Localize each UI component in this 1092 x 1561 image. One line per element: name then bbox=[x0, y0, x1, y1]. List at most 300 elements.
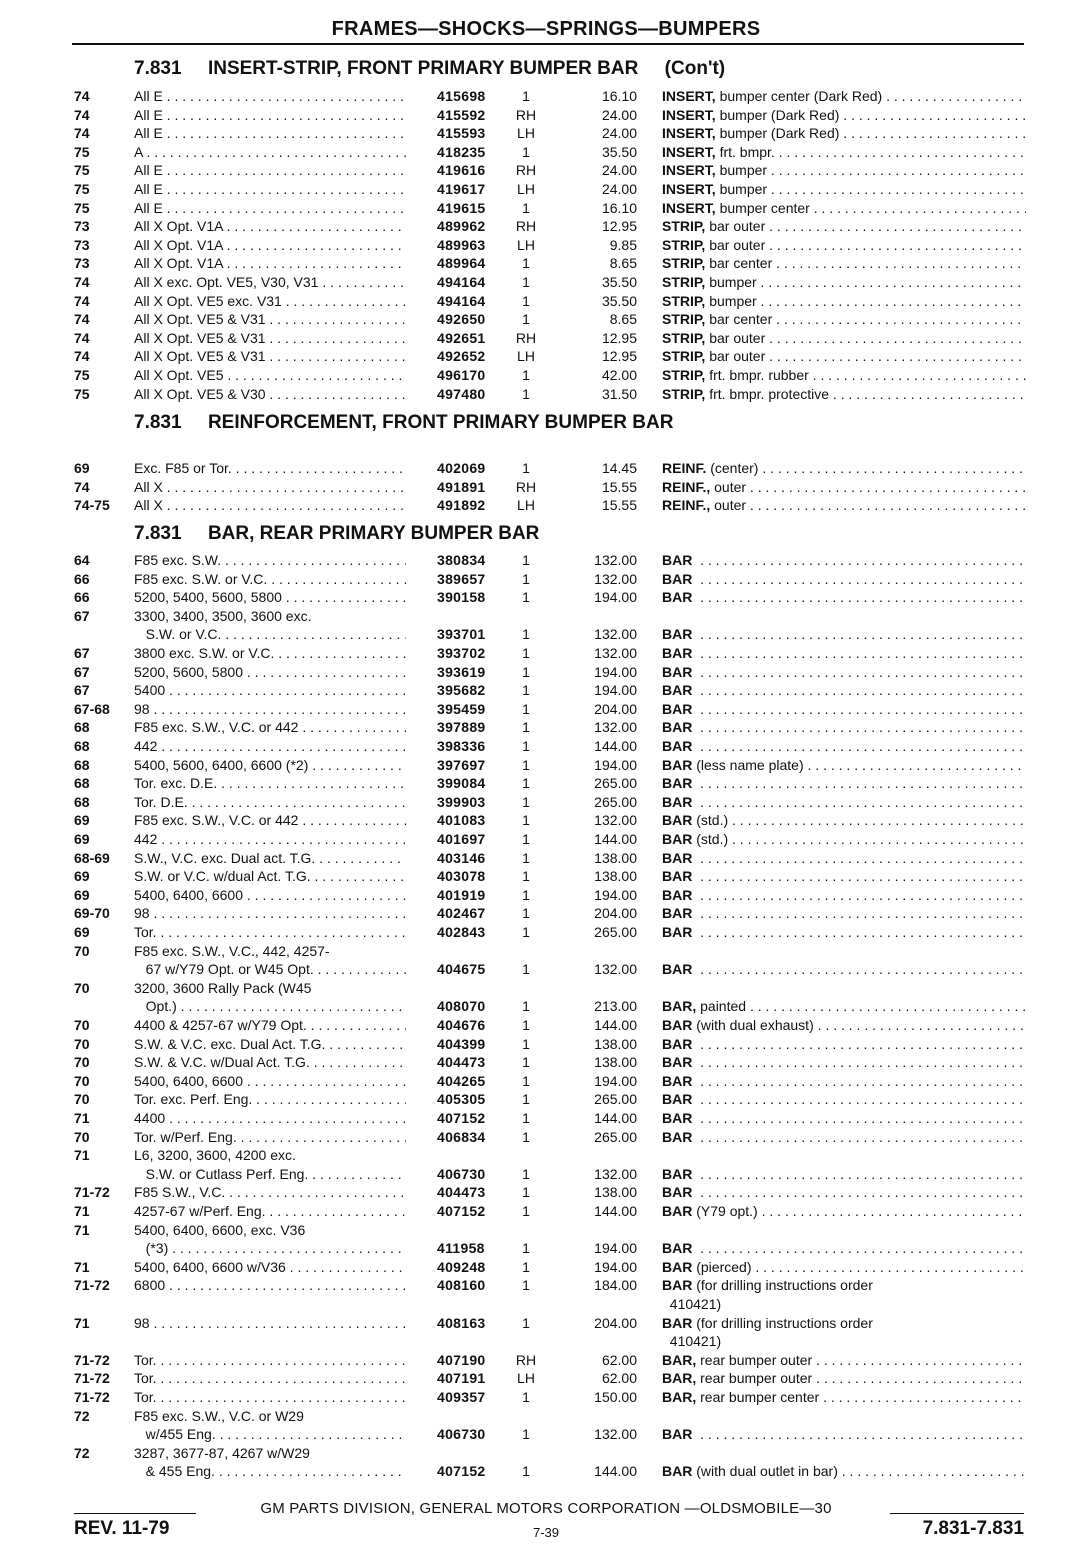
application: All X Opt. VE5 exc. V31 . . . bbox=[134, 292, 406, 311]
table-row bbox=[0, 886, 1092, 905]
part-description bbox=[662, 273, 1026, 292]
quantity: 1 bbox=[522, 961, 530, 978]
part-number: 389657 bbox=[437, 570, 486, 587]
table-row bbox=[0, 1314, 1092, 1333]
quantity: 1 bbox=[522, 663, 530, 680]
list-price: 213.00 bbox=[594, 998, 637, 1015]
table-row bbox=[0, 1202, 1092, 1221]
application: 5400, 6400, 6600 . . . bbox=[134, 1072, 406, 1091]
quantity: 1 bbox=[522, 1463, 530, 1480]
model-year: 75 bbox=[74, 181, 90, 197]
part-description bbox=[662, 923, 1026, 942]
quantity: 1 bbox=[522, 311, 530, 328]
part-number: 401083 bbox=[437, 812, 486, 829]
table-row bbox=[0, 756, 1092, 775]
list-price: 194.00 bbox=[594, 1240, 637, 1257]
table-row bbox=[0, 478, 1092, 497]
header-rule bbox=[72, 43, 1024, 45]
quantity: 1 bbox=[522, 552, 530, 568]
part-number: 399903 bbox=[437, 793, 486, 810]
part-name: REINF. bbox=[662, 460, 707, 476]
part-number: 494164 bbox=[437, 274, 486, 290]
application: All E . . . bbox=[134, 199, 406, 218]
part-description bbox=[662, 87, 1026, 106]
part-description bbox=[662, 124, 1026, 143]
quantity: 1 bbox=[522, 143, 530, 160]
list-price: 35.50 bbox=[601, 292, 637, 309]
list-price: 144.00 bbox=[594, 738, 637, 754]
list-price: 150.00 bbox=[594, 1389, 637, 1405]
model-year: 67 bbox=[74, 645, 90, 661]
application: 5400, 5600, 6400, 6600 (*2) . . . bbox=[134, 756, 406, 775]
part-description-detail: outer bbox=[714, 478, 747, 495]
part-number: 419617 bbox=[437, 181, 486, 197]
part-name: BAR bbox=[662, 756, 693, 773]
application: 6800 . . . bbox=[134, 1276, 406, 1295]
part-number: 491891 bbox=[437, 478, 486, 495]
part-name: BAR bbox=[662, 793, 693, 810]
model-year: 71-72 bbox=[74, 1370, 110, 1387]
list-price: 194.00 bbox=[594, 1258, 637, 1275]
table-row bbox=[0, 737, 1092, 756]
part-name: BAR bbox=[662, 663, 693, 680]
part-number: 397697 bbox=[437, 756, 486, 773]
model-year: 68 bbox=[74, 793, 90, 810]
application: 3200, 3600 Rally Pack (W45 bbox=[134, 979, 312, 996]
table-row bbox=[0, 1165, 1092, 1184]
table-row bbox=[0, 1369, 1092, 1388]
model-year: 68 bbox=[74, 756, 90, 773]
model-year: 74 bbox=[74, 311, 90, 328]
part-name: STRIP, bbox=[662, 348, 706, 365]
list-price: 204.00 bbox=[594, 700, 637, 717]
quantity: 1 bbox=[522, 199, 530, 216]
part-name: BAR bbox=[662, 1258, 693, 1275]
part-description-detail: bumper bbox=[709, 274, 757, 290]
application: F85 exc. S.W. or V.C. . . . bbox=[134, 570, 406, 589]
part-number: 408070 bbox=[437, 998, 486, 1015]
list-price: 204.00 bbox=[594, 905, 637, 922]
application: All E . . . bbox=[134, 124, 406, 143]
quantity: 1 bbox=[522, 1389, 530, 1405]
table-row bbox=[0, 236, 1092, 255]
table-row bbox=[0, 1425, 1092, 1444]
part-name: BAR bbox=[662, 1091, 693, 1108]
list-price: 24.00 bbox=[601, 162, 637, 179]
model-year: 68-69 bbox=[74, 849, 110, 866]
part-number: 492652 bbox=[437, 348, 486, 365]
list-price: 138.00 bbox=[594, 868, 637, 885]
table-row bbox=[0, 1295, 1092, 1314]
model-year: 70 bbox=[74, 1035, 90, 1052]
application: 3287, 3677-87, 4267 w/W29 bbox=[134, 1444, 310, 1461]
application: w/455 Eng. . . . bbox=[134, 1425, 406, 1444]
part-description bbox=[662, 199, 1026, 218]
model-year: 73 bbox=[74, 255, 90, 272]
part-description bbox=[662, 904, 1026, 923]
part-number: 393702 bbox=[437, 645, 486, 661]
list-price: 16.10 bbox=[601, 88, 637, 104]
model-year: 69 bbox=[74, 831, 90, 847]
part-description bbox=[662, 607, 1026, 626]
part-name: STRIP, bbox=[662, 274, 706, 290]
part-name: STRIP, bbox=[662, 385, 706, 402]
part-description bbox=[662, 1183, 1026, 1202]
part-number: 404473 bbox=[437, 1184, 486, 1201]
application: 3300, 3400, 3500, 3600 exc. bbox=[134, 607, 312, 624]
part-name: BAR bbox=[662, 868, 693, 885]
list-price: 42.00 bbox=[601, 367, 637, 383]
table-row bbox=[0, 942, 1092, 961]
list-price: 265.00 bbox=[594, 1091, 637, 1108]
quantity: LH bbox=[517, 125, 535, 142]
table-row bbox=[0, 1053, 1092, 1072]
part-description bbox=[662, 811, 1026, 830]
quantity: RH bbox=[515, 478, 537, 495]
part-description bbox=[662, 551, 1026, 570]
list-price: 194.00 bbox=[594, 886, 637, 903]
part-number: 489962 bbox=[437, 218, 486, 235]
part-description bbox=[662, 1407, 1026, 1426]
application: Tor. . . . bbox=[134, 923, 406, 942]
part-description-detail: rear bumper outer bbox=[700, 1370, 813, 1387]
list-price: 12.95 bbox=[601, 218, 637, 235]
part-description bbox=[662, 1388, 1026, 1407]
application: 67 w/Y79 Opt. or W45 Opt. . . . bbox=[134, 960, 406, 979]
model-year: 75 bbox=[74, 143, 90, 160]
application: 442 . . . bbox=[134, 737, 406, 756]
quantity: 1 bbox=[522, 645, 530, 661]
part-name: BAR bbox=[662, 1072, 693, 1089]
list-price: 138.00 bbox=[594, 1184, 637, 1201]
part-number: 404676 bbox=[437, 1017, 486, 1033]
quantity: 1 bbox=[522, 831, 530, 847]
application: All X . . . bbox=[134, 478, 406, 497]
quantity: 1 bbox=[522, 812, 530, 829]
model-year: 70 bbox=[74, 1091, 90, 1108]
list-price: 24.00 bbox=[601, 106, 637, 123]
part-number: 397889 bbox=[437, 719, 486, 736]
quantity: 1 bbox=[522, 1017, 530, 1033]
quantity: 1 bbox=[522, 1203, 530, 1219]
application: 98 . . . bbox=[134, 904, 406, 923]
quantity: 1 bbox=[522, 1128, 530, 1145]
table-row bbox=[0, 1221, 1092, 1240]
part-number: 415593 bbox=[437, 125, 486, 142]
model-year: 73 bbox=[74, 218, 90, 235]
quantity: 1 bbox=[522, 1091, 530, 1108]
part-description-detail: (std.) bbox=[696, 812, 729, 829]
part-name: BAR bbox=[662, 812, 693, 829]
application: 98 . . . bbox=[134, 700, 406, 719]
part-number: 496170 bbox=[437, 367, 486, 383]
part-name: STRIP, bbox=[662, 311, 706, 328]
table-row bbox=[0, 310, 1092, 329]
application: S.W., V.C. exc. Dual act. T.G. . . . bbox=[134, 849, 406, 868]
list-price: 9.85 bbox=[609, 236, 637, 253]
application: All X . . . bbox=[134, 496, 406, 515]
part-name: BAR bbox=[662, 886, 693, 903]
quantity: RH bbox=[515, 162, 537, 179]
part-description bbox=[662, 366, 1026, 385]
list-price: 194.00 bbox=[594, 1072, 637, 1089]
part-description-detail: bumper bbox=[719, 181, 768, 197]
table-row bbox=[0, 143, 1092, 162]
list-price: 15.55 bbox=[601, 497, 637, 514]
part-name: BAR, bbox=[662, 998, 697, 1015]
quantity: 1 bbox=[522, 886, 530, 903]
model-year: 68 bbox=[74, 719, 90, 736]
part-description bbox=[662, 793, 1026, 812]
part-name: STRIP, bbox=[662, 292, 706, 309]
footer-division: GM PARTS DIVISION, GENERAL MOTORS CORPORATION —OLDSMOBILE—30 bbox=[260, 1500, 832, 1517]
part-number: 406834 bbox=[437, 1128, 486, 1145]
list-price: 62.00 bbox=[601, 1351, 637, 1368]
table-row bbox=[0, 1128, 1092, 1147]
part-description bbox=[662, 329, 1026, 348]
application: L6, 3200, 3600, 4200 exc. bbox=[134, 1147, 296, 1164]
table-row bbox=[0, 106, 1092, 125]
model-year: 70 bbox=[74, 1072, 90, 1089]
part-number: 405305 bbox=[437, 1091, 486, 1108]
model-year: 74 bbox=[74, 106, 90, 123]
part-description-detail: (pierced) bbox=[696, 1258, 752, 1275]
application: 4400 . . . bbox=[134, 1109, 406, 1128]
list-price: 265.00 bbox=[594, 1128, 637, 1145]
part-description-detail: 410421) bbox=[665, 1296, 722, 1312]
table-row bbox=[0, 551, 1092, 570]
table-row bbox=[0, 1388, 1092, 1407]
application: F85 exc. S.W., V.C., 442, 4257- bbox=[134, 942, 330, 959]
application: 5200, 5400, 5600, 5800 . . . bbox=[134, 588, 406, 607]
part-name: BAR bbox=[662, 738, 693, 754]
table-row bbox=[0, 625, 1092, 644]
application: F85 exc. S.W., V.C. or 442 . . . bbox=[134, 718, 406, 737]
application: S.W. or V.C. w/dual Act. T.G. . . . bbox=[134, 867, 406, 886]
quantity: 1 bbox=[522, 88, 530, 104]
part-name: INSERT, bbox=[662, 106, 716, 123]
list-price: 265.00 bbox=[594, 775, 637, 792]
part-name: BAR bbox=[662, 1203, 693, 1219]
model-year: 71-72 bbox=[74, 1277, 110, 1294]
part-name: BAR, bbox=[662, 1389, 697, 1405]
application: 4257-67 w/Perf. Eng. . . . bbox=[134, 1202, 406, 1221]
quantity: 1 bbox=[522, 1184, 530, 1201]
part-number: 401919 bbox=[437, 886, 486, 903]
part-description-detail: bar outer bbox=[709, 218, 766, 235]
list-price: 194.00 bbox=[594, 589, 637, 606]
table-row bbox=[0, 997, 1092, 1016]
list-price: 132.00 bbox=[594, 1165, 637, 1182]
table-row bbox=[0, 1351, 1092, 1370]
part-number: 406730 bbox=[437, 1426, 486, 1443]
table-row bbox=[0, 979, 1092, 998]
part-number: 492650 bbox=[437, 311, 486, 328]
part-name: BAR bbox=[662, 1128, 693, 1145]
application: F85 exc. S.W., V.C. or W29 bbox=[134, 1407, 304, 1424]
part-number: 497480 bbox=[437, 385, 486, 402]
application: (*3) . . . bbox=[134, 1239, 406, 1258]
part-name: BAR bbox=[662, 1165, 693, 1182]
table-row bbox=[0, 1072, 1092, 1091]
part-description bbox=[662, 1221, 1026, 1240]
part-description-detail: frt. bmpr. bbox=[719, 143, 775, 160]
part-number: 395459 bbox=[437, 700, 486, 717]
list-price: 15.55 bbox=[601, 478, 637, 495]
list-price: 12.95 bbox=[601, 348, 637, 365]
part-number: 408160 bbox=[437, 1277, 486, 1294]
part-name: BAR bbox=[662, 1035, 693, 1052]
quantity: LH bbox=[517, 181, 535, 197]
part-description bbox=[662, 1053, 1026, 1072]
quantity: 1 bbox=[522, 1110, 530, 1126]
list-price: 132.00 bbox=[594, 961, 637, 978]
part-description bbox=[662, 496, 1026, 515]
model-year: 71-72 bbox=[74, 1351, 110, 1368]
part-name: BAR bbox=[662, 831, 693, 847]
part-name: STRIP, bbox=[662, 367, 706, 383]
model-year: 69-70 bbox=[74, 905, 110, 922]
part-number: 409357 bbox=[437, 1389, 486, 1405]
part-name: BAR bbox=[662, 1277, 693, 1294]
quantity: 1 bbox=[522, 793, 530, 810]
part-description bbox=[662, 1016, 1026, 1035]
quantity: 1 bbox=[522, 274, 530, 290]
model-year: 70 bbox=[74, 1017, 90, 1033]
part-description bbox=[662, 849, 1026, 868]
part-name: BAR bbox=[662, 1463, 693, 1480]
footer-revision: REV. 11-79 bbox=[74, 1518, 170, 1539]
part-description-detail: bumper center bbox=[719, 199, 810, 216]
table-row bbox=[0, 1183, 1092, 1202]
part-description-detail: bar outer bbox=[709, 236, 766, 253]
part-description-detail: frt. bmpr. rubber bbox=[709, 367, 809, 383]
part-name: INSERT, bbox=[662, 162, 716, 179]
part-description-detail: bumper (Dark Red) bbox=[719, 106, 840, 123]
part-name: BAR bbox=[662, 1184, 693, 1201]
part-description-detail: rear bumper outer bbox=[700, 1351, 813, 1368]
table-row bbox=[0, 459, 1092, 478]
model-year: 70 bbox=[74, 1128, 90, 1145]
part-name: STRIP, bbox=[662, 236, 706, 253]
model-year: 71 bbox=[74, 1221, 90, 1238]
application: S.W. & V.C. w/Dual Act. T.G. . . . bbox=[134, 1053, 406, 1072]
table-row bbox=[0, 87, 1092, 106]
part-description bbox=[662, 254, 1026, 273]
model-year: 71 bbox=[74, 1203, 90, 1219]
quantity: 1 bbox=[522, 1277, 530, 1294]
part-name: INSERT, bbox=[662, 199, 716, 216]
part-description bbox=[662, 681, 1026, 700]
list-price: 132.00 bbox=[594, 645, 637, 661]
application: S.W. & V.C. exc. Dual Act. T.G. . . . bbox=[134, 1035, 406, 1054]
part-description bbox=[662, 385, 1026, 404]
application: Tor. . . . bbox=[134, 1351, 406, 1370]
quantity: RH bbox=[515, 218, 537, 235]
application: All X Opt. VE5 & V31 . . . bbox=[134, 310, 406, 329]
part-description-detail: bar outer bbox=[709, 329, 766, 346]
quantity: 1 bbox=[522, 570, 530, 587]
list-price: 138.00 bbox=[594, 1035, 637, 1052]
part-description bbox=[662, 1295, 1026, 1314]
part-description-detail: painted bbox=[700, 998, 747, 1015]
application: 5400, 6400, 6600, exc. V36 bbox=[134, 1221, 306, 1238]
application: All X Opt. V1A . . . bbox=[134, 254, 406, 273]
part-description bbox=[662, 143, 1026, 162]
quantity: 1 bbox=[522, 626, 530, 643]
application: All E . . . bbox=[134, 180, 406, 199]
model-year: 71-72 bbox=[74, 1389, 110, 1405]
table-row bbox=[0, 254, 1092, 273]
list-price: 16.10 bbox=[601, 199, 637, 216]
model-year: 74 bbox=[74, 274, 90, 290]
table-row bbox=[0, 217, 1092, 236]
part-number: 404675 bbox=[437, 961, 486, 978]
list-price: 144.00 bbox=[594, 1463, 637, 1480]
table-row bbox=[0, 849, 1092, 868]
model-year: 74 bbox=[74, 478, 90, 495]
application: 3800 exc. S.W. or V.C. . . . bbox=[134, 644, 406, 663]
quantity: 1 bbox=[522, 367, 530, 383]
part-description bbox=[662, 886, 1026, 905]
application: All E . . . bbox=[134, 161, 406, 180]
model-year: 66 bbox=[74, 589, 90, 606]
table-row bbox=[0, 588, 1092, 607]
application: All X Opt. VE5 . . . bbox=[134, 366, 406, 385]
model-year: 69 bbox=[74, 868, 90, 885]
quantity: 1 bbox=[522, 1426, 530, 1443]
table-row bbox=[0, 1258, 1092, 1277]
part-name: INSERT, bbox=[662, 143, 716, 160]
part-description-detail: bar center bbox=[709, 311, 773, 328]
application: 5400 . . . bbox=[134, 681, 406, 700]
quantity: RH bbox=[515, 106, 537, 123]
application: F85 exc. S.W., V.C. or 442 . . . bbox=[134, 811, 406, 830]
table-row bbox=[0, 1462, 1092, 1481]
table-row bbox=[0, 1276, 1092, 1295]
list-price: 132.00 bbox=[594, 626, 637, 643]
part-description bbox=[662, 1146, 1026, 1165]
part-name: BAR bbox=[662, 775, 693, 792]
part-description bbox=[662, 310, 1026, 329]
part-description bbox=[662, 867, 1026, 886]
application: & 455 Eng. . . . bbox=[134, 1462, 406, 1481]
table-row bbox=[0, 960, 1092, 979]
application: All X Opt. VE5 & V31 . . . bbox=[134, 329, 406, 348]
table-row bbox=[0, 811, 1092, 830]
list-price: 204.00 bbox=[594, 1314, 637, 1331]
section-title: 7.831 INSERT-STRIP, FRONT PRIMARY BUMPER BAR (Con't) bbox=[134, 58, 726, 79]
part-description bbox=[662, 979, 1026, 998]
quantity: 1 bbox=[522, 700, 530, 717]
part-description bbox=[662, 663, 1026, 682]
table-row bbox=[0, 161, 1092, 180]
part-name: BAR bbox=[662, 700, 693, 717]
footer-page-number: 7-39 bbox=[532, 1525, 560, 1540]
quantity: 1 bbox=[522, 1054, 530, 1071]
model-year: 71 bbox=[74, 1258, 90, 1275]
list-price: 35.50 bbox=[601, 274, 637, 290]
part-description-detail: bumper center (Dark Red) bbox=[719, 88, 883, 104]
application: All X exc. Opt. VE5, V30, V31 . . . bbox=[134, 273, 406, 292]
part-description-detail: (center) bbox=[710, 460, 759, 476]
list-price: 8.65 bbox=[609, 311, 637, 328]
table-row bbox=[0, 1035, 1092, 1054]
table-row bbox=[0, 830, 1092, 849]
part-name: BAR, bbox=[662, 1370, 697, 1387]
part-name: BAR bbox=[662, 849, 693, 866]
list-price: 132.00 bbox=[594, 812, 637, 829]
